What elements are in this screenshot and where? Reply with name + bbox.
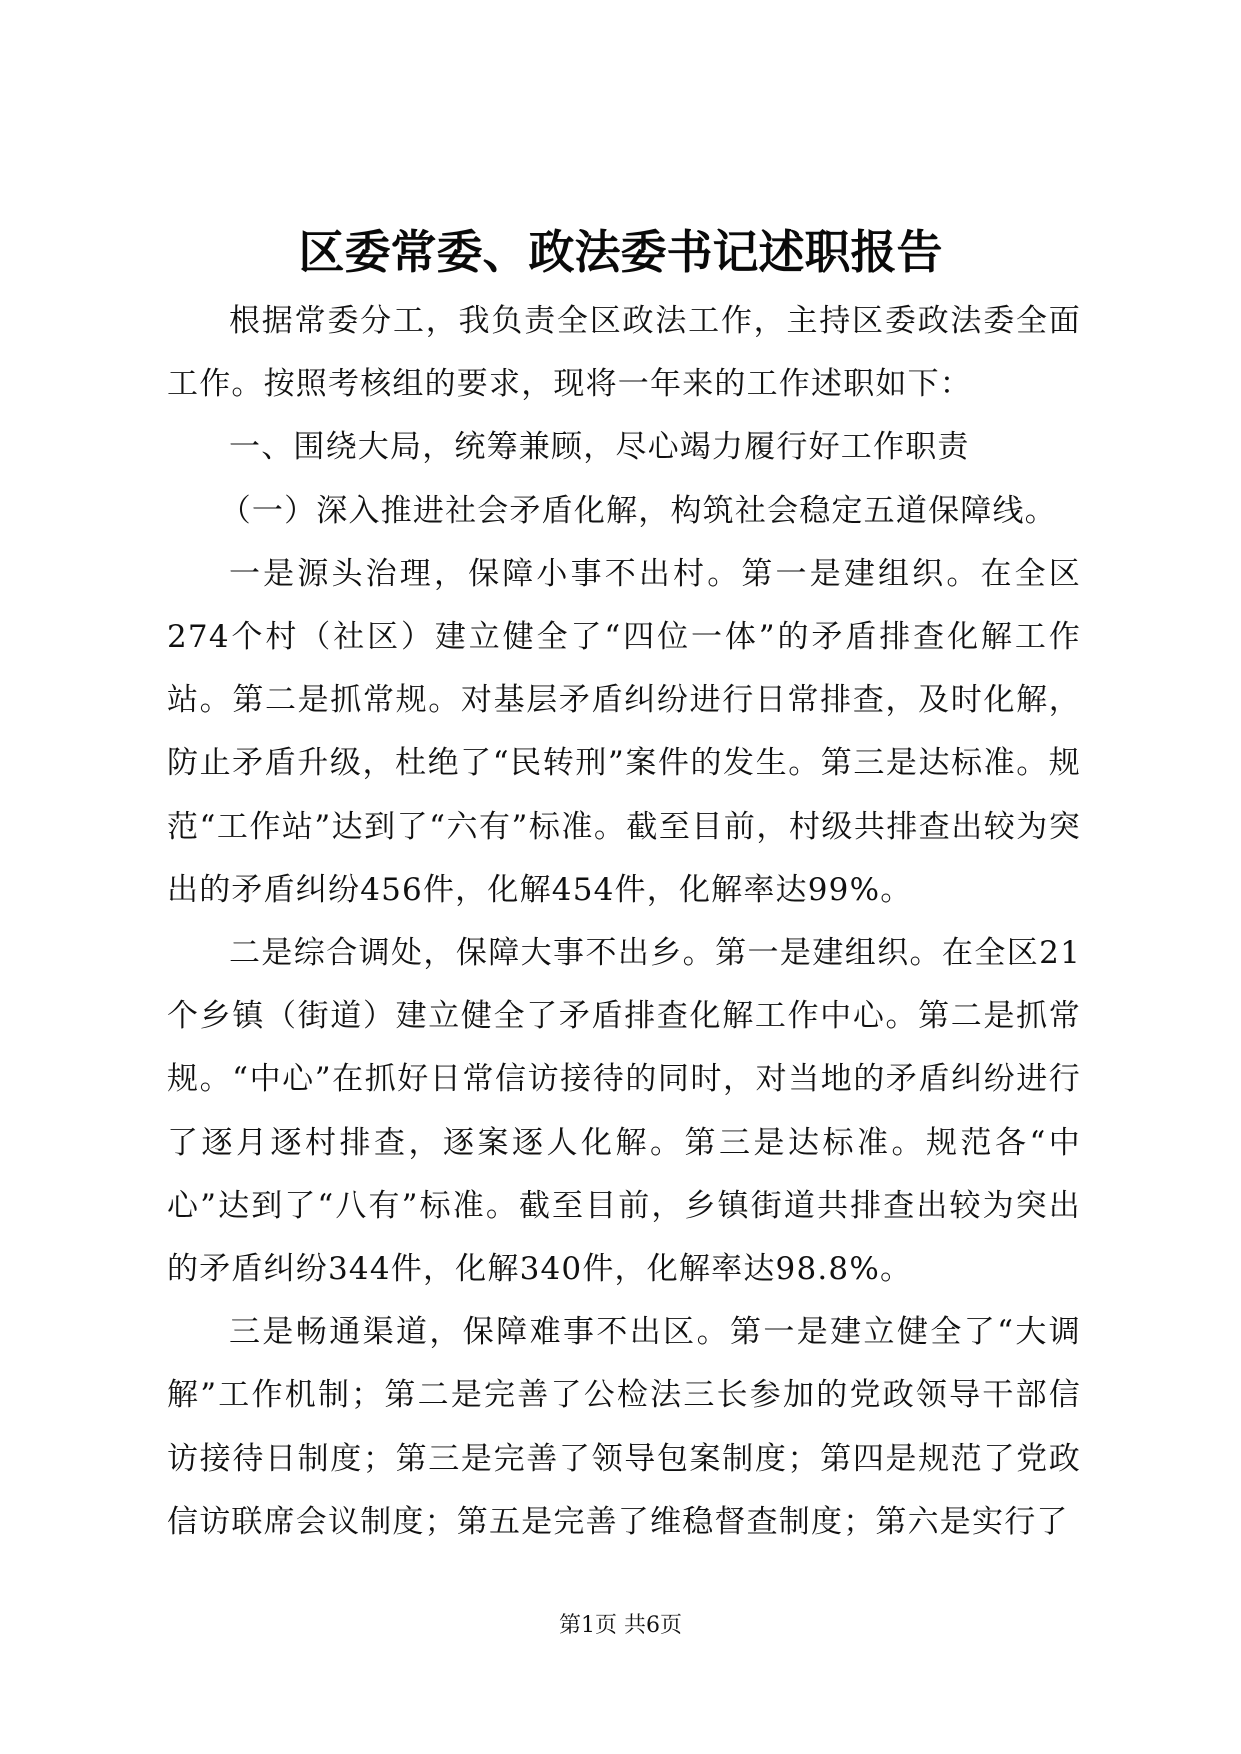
subsection-heading-1: （一）深入推进社会矛盾化解，构筑社会稳定五道保障线。 bbox=[219, 492, 1057, 529]
paragraph-intro: 根据常委分工，我负责全区政法工作，主持区委政法委全面工作。按照考核组的要求，现将一年来的工作述职如下： bbox=[167, 303, 1081, 403]
document-title: 区委常委、政法委书记述职报告 bbox=[298, 225, 943, 279]
paragraph-district: 三是畅通渠道，保障难事不出区。第一是建立健全了“大调解”工作机制；第二是完善了公检法三长参加的党政领导干部信访接待日制度；第三是完善了领导包案制度；第四是规范了党政信访联席会议制度；第五是完善了维稳督查制度；第六是实行了 bbox=[167, 1314, 1081, 1540]
paragraph-village: 一是源头治理，保障小事不出村。第一是建组织。在全区274个村（社区）建立健全了“四位一体”的矛盾排查化解工作站。第二是抓常规。对基层矛盾纠纷进行日常排查，及时化解，防止矛盾升级，杜绝了“民转刑”案件的发生。第三是达标准。规范“工作站”达到了“六有”标准。截至目前，村级共排查出较为突出的矛盾纠纷456件，化解454件，化解率达99%。 bbox=[167, 555, 1081, 908]
document-body bbox=[167, 290, 1081, 1554]
paragraph-township: 二是综合调处，保障大事不出乡。第一是建组织。在全区21个乡镇（街道）建立健全了矛盾排查化解工作中心。第二是抓常规。“中心”在抓好日常信访接待的同时，对当地的矛盾纠纷进行了逐月逐村排查，逐案逐人化解。第三是达标准。规范各“中心”达到了“八有”标准。截至目前，乡镇街道共排查出较为突出的矛盾纠纷344件，化解340件，化解率达98.8%。 bbox=[167, 935, 1081, 1288]
page-footer: 第1页 共6页 bbox=[559, 1613, 682, 1638]
section-heading-1: 一、围绕大局，统筹兼顾，尽心竭力履行好工作职责 bbox=[229, 429, 970, 466]
